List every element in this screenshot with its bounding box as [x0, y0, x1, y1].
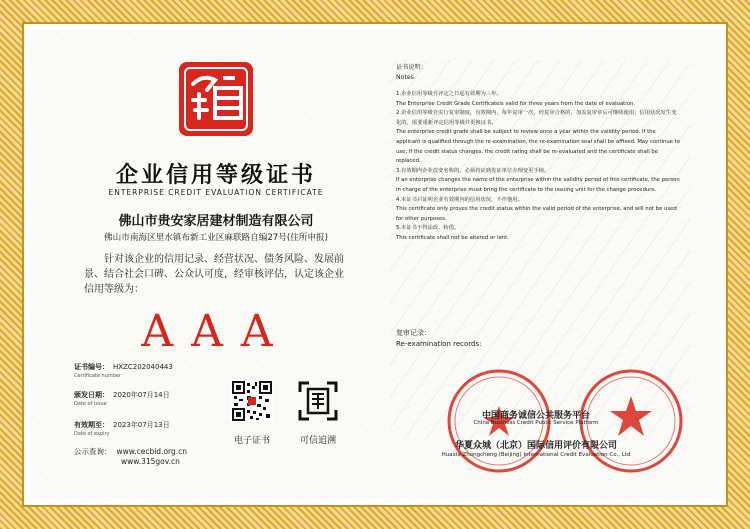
company-name: 佛山市贵安家居建材制造有限公司	[118, 214, 314, 229]
note-5-cn: 5.本证书不得涂改、转借。	[396, 225, 460, 232]
qr-code-icon[interactable]	[231, 380, 273, 422]
cert-number-label: 证书编号：	[74, 363, 109, 371]
note-1-cn: 1.企业信用等级自评定之日起有效期为三年。	[396, 91, 502, 97]
logo-icon	[177, 60, 255, 138]
issue-date-field	[74, 390, 170, 407]
left-panel	[66, 40, 366, 490]
site-1[interactable]: www.cecbid.org.cn	[116, 447, 188, 456]
issuer-1-en: China Business Credit Public Service Platform	[473, 420, 599, 426]
issue-date-en: Date of issue	[74, 401, 107, 407]
cert-number-field	[74, 362, 173, 379]
query-sites	[74, 446, 187, 466]
note-1-en: The Enterprise Credit Grade Certificateis valid for three years from the date of evaluation.	[396, 100, 635, 107]
trace-icon[interactable]	[297, 380, 339, 422]
issue-date-label: 颁发日期：	[74, 391, 109, 399]
reexam-label-en: Re-examination records:	[396, 340, 482, 348]
cert-number-value: HXZC202040443	[113, 363, 173, 371]
cert-number-en: Certificate number	[74, 373, 122, 379]
note-3-en: If an enterprise changes the name of the enterprise within the validity period of this certificate, the person in charge of the enterprise must bring the certificate to the issuing unit for the change procedure.	[396, 177, 680, 193]
certificate-title: 企业信用等级证书	[115, 162, 316, 188]
qr-label: 电子证书	[233, 436, 270, 446]
issuer-1-cn: 中国商务诚信公共服务平台	[481, 411, 590, 421]
query-label: 公示查询：	[74, 447, 112, 456]
site-2[interactable]: www.315gov.cn	[121, 457, 180, 466]
expiry-date-value: 2023年07月13日	[113, 421, 170, 429]
trace-label: 可信追溯	[299, 436, 336, 446]
note-4-en: This certificate only proves the credit status within the valid period of the enterprise, and will not be used for other purposes.	[396, 206, 677, 222]
expiry-date-en: Date of expiry	[74, 431, 110, 437]
notes-header-cn: 证书说明：	[396, 64, 427, 71]
expiry-date-label: 有效期至：	[74, 421, 109, 429]
note-5-en: This certificate shall not be altered or lent.	[396, 234, 509, 241]
issue-date-value: 2020年07月14日	[113, 391, 170, 399]
notes-header-en: Notes	[396, 74, 414, 81]
credit-rating: AAA	[141, 306, 291, 357]
note-2-en: The enterprise credit grade shall be subject to review once a year within the validity period. If the applicant is qualified through the re-examination, the re-examination seal shall be affixed. May continue to use; If the credit status changes, the credit rating shall be re-evaluated and the certificate shall be replaced.	[396, 129, 680, 165]
issuer-2-cn: 华夏众城（北京）国际信用评价有限公司	[454, 441, 617, 451]
notes-list	[396, 90, 681, 244]
company-address: 佛山市南海区里水镇布新工业区麻联路自编27号(住所申报)	[104, 233, 328, 243]
certificate-subtitle: ENTERPRISE CREDIT EVALUATION CERTIFICATE	[108, 188, 324, 197]
right-panel	[386, 40, 686, 490]
reexam-record	[396, 328, 482, 350]
expiry-date-field	[74, 420, 170, 437]
reexam-label-cn: 复审记录：	[396, 329, 431, 337]
certificate-body: 针对该企业的信用记录、经营状况、债务风险、发展前景、结合社会口碑、公众认可度，经审核评估，认定该企业信用等级为：	[84, 254, 344, 295]
note-3-cn: 3.有效期内企业改变名称的，必须持证到发证单位办理变更手续。	[396, 167, 550, 174]
note-4-cn: 4.本证书只证明企业有效期内的信用状况，不作他用。	[396, 196, 523, 203]
note-2-cn: 2.企业信用等级自实行复审制度，有效期内，每年复审一次，经复审合格的，加盖复审章后可继续使用；信用状况发生变化的，需要重新评定信用等级并更换证书。	[396, 110, 677, 126]
issuer-2-en: Huaxia Zhongcheng (Beijing) International Credit Evaluation Co., Ltd	[441, 452, 631, 458]
